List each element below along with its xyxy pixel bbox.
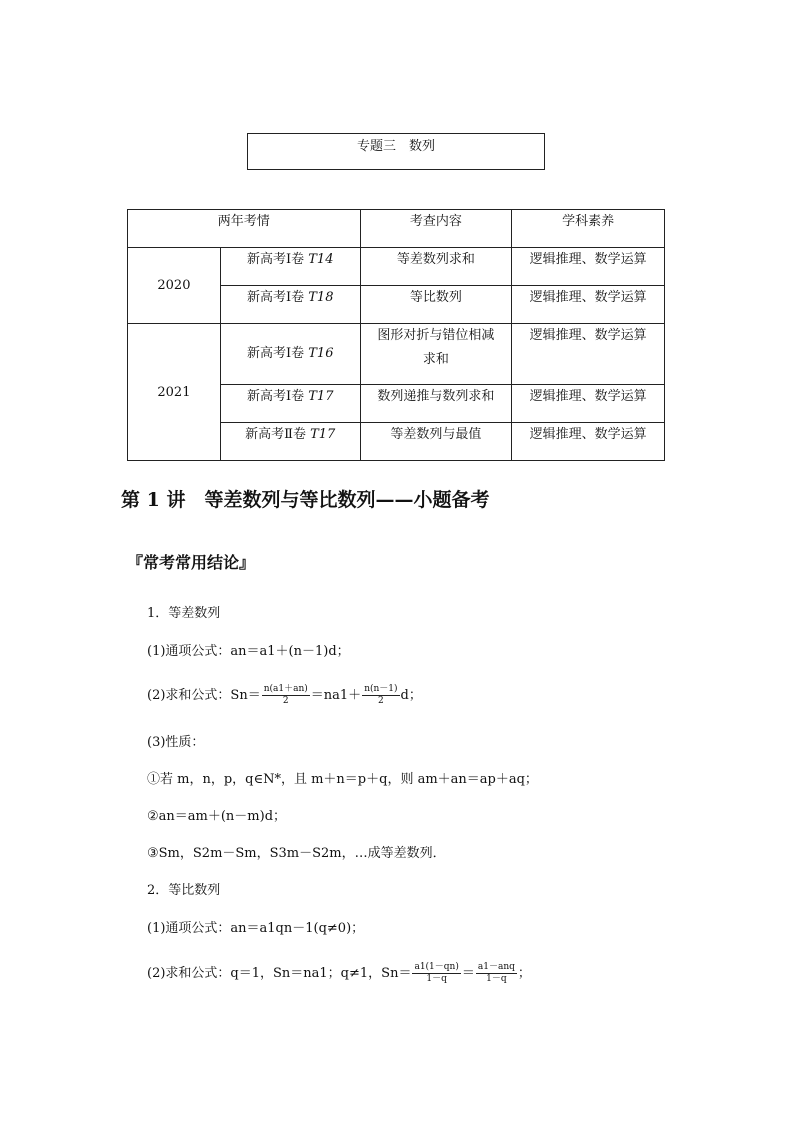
year-cell: 2020 [128,248,221,324]
paper-text: 新高考Ⅱ卷 [245,427,306,442]
exam-cell [220,324,360,385]
denominator: 1－q [486,974,507,984]
header-literacy: 学科素养 [512,210,665,248]
exam-cell [220,286,360,324]
literacy-cell: 逻辑推理、数学运算 [512,423,665,461]
sum-prefix: (2)求和公式：q＝1，Sn＝na1；q≠1，Sn＝ [147,966,412,981]
header-exam-years: 两年考情 [128,210,361,248]
exam-table [127,209,665,461]
arith-property-2: ②an＝am＋(n－m)d； [147,809,287,824]
sum-suffix: d； [400,688,422,703]
literacy-cell: 逻辑推理、数学运算 [512,248,665,286]
denominator: 2 [282,696,289,706]
sum-suffix: ； [517,966,531,981]
sum-prefix: (2)求和公式：Sn＝ [147,688,261,703]
paper-text: 新高考Ⅰ卷 [246,252,305,267]
lesson-title: 第 1 讲 等差数列与等比数列——小题备考 [121,489,490,511]
equals-sign: ＝ [461,966,475,981]
paper-text: 新高考Ⅰ卷 [246,346,305,361]
exam-cell [220,385,360,423]
literacy-cell: 逻辑推理、数学运算 [512,324,665,385]
topic-box [247,133,545,170]
literacy-cell: 逻辑推理、数学运算 [512,385,665,423]
question-text: T17 [310,427,336,442]
fraction [262,684,310,707]
arith-property-3: ③Sm，S2m－Sm，S3m－S2m，…成等差数列． [147,846,446,861]
arith-heading: 1．等差数列 [147,606,221,621]
exam-cell [220,423,360,461]
content-cell [360,324,512,385]
arith-general-term: (1)通项公式：an＝a1＋(n－1)d； [147,644,350,659]
fraction [412,962,460,985]
arith-property-1: ①若 m，n，p，q∈N*，且 m＋n＝p＋q，则 am＋an＝ap＋aq； [147,772,538,787]
paper-text: 新高考Ⅰ卷 [246,389,305,404]
geo-general-term: (1)通项公式：an＝a1qn－1(q≠0)； [147,921,365,936]
arith-properties-label: (3)性质： [147,735,205,750]
content-cell: 等差数列与最值 [360,423,512,461]
numerator: n(n－1) [364,684,398,694]
numerator: n(a1＋an) [263,684,308,694]
content-cell: 数列递推与数列求和 [360,385,512,423]
numerator: a1(1－qn) [414,962,459,972]
content-line-1: 图形对折与错位相减 [377,328,495,343]
geo-heading: 2．等比数列 [147,883,221,898]
question-text: T17 [308,389,334,404]
question-text: T16 [308,346,334,361]
numerator: a1－anq [477,962,515,972]
exam-cell [220,248,360,286]
table-row [128,248,665,286]
topic-title: 专题三 数列 [356,139,435,154]
content-cell: 等差数列求和 [360,248,512,286]
section-heading: 『常考常用结论』 [127,553,256,572]
question-text: T14 [308,252,334,267]
year-cell: 2021 [128,324,221,461]
header-content: 考查内容 [360,210,512,248]
arith-sum-formula [147,684,422,707]
sum-middle: ＝na1＋ [310,688,362,703]
table-row [128,324,665,385]
denominator: 2 [377,696,384,706]
content-line-2: 求和 [422,352,449,367]
table-header-row [128,210,665,248]
fraction [476,962,517,985]
paper-text: 新高考Ⅰ卷 [246,290,305,305]
literacy-cell: 逻辑推理、数学运算 [512,286,665,324]
fraction [362,684,399,707]
question-text: T18 [308,290,334,305]
content-cell: 等比数列 [360,286,512,324]
geo-sum-formula [147,962,531,985]
denominator: 1－q [426,974,447,984]
